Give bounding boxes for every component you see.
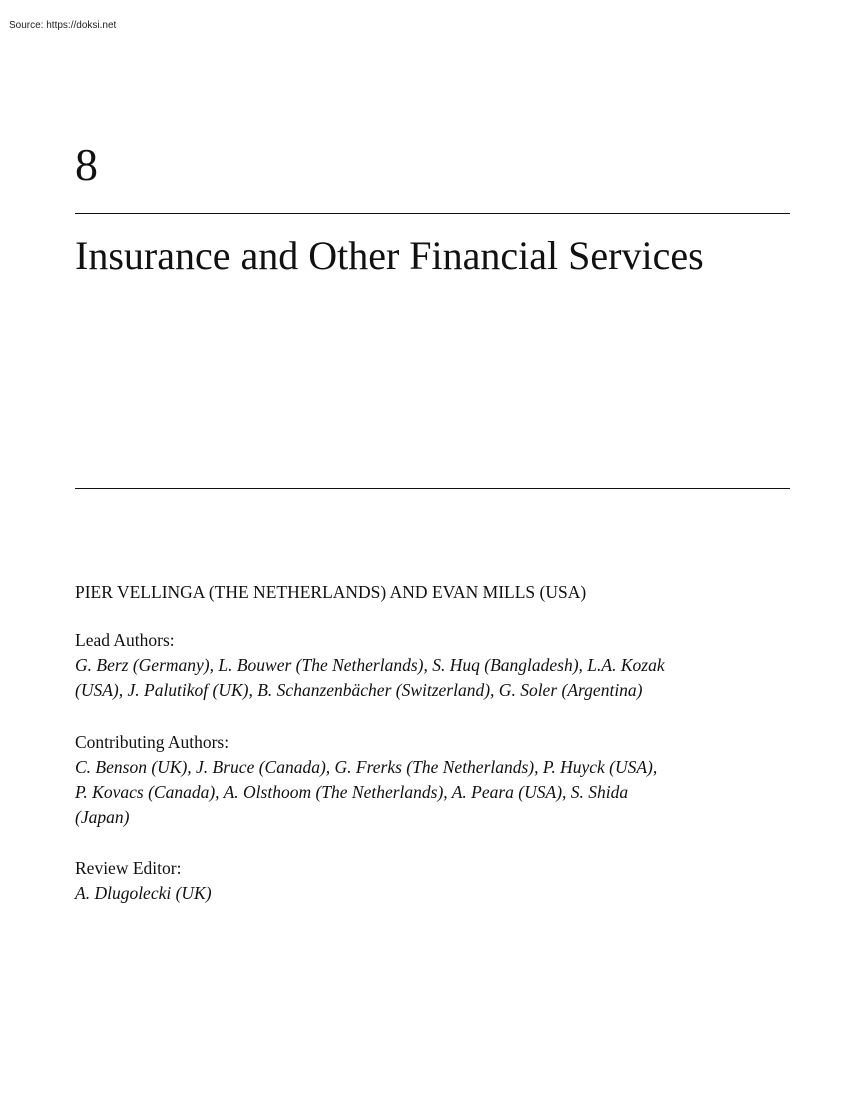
contributing-authors-section [75,730,657,830]
chapter-title: Insurance and Other Financial Services [75,233,704,278]
section-heading: Contributing Authors: [75,732,230,752]
review-editor-section [75,856,212,906]
author-line: A. Dlugolecki (UK) [75,883,212,903]
author-line: P. Kovacs (Canada), A. Olsthoom (The Netherlands), A. Peara (USA), S. Shida [75,782,629,802]
chapter-number: 8 [75,139,98,190]
coordinating-authors: PIER VELLINGA (THE NETHERLANDS) AND EVAN MILLS (USA) [75,582,587,602]
author-line: G. Berz (Germany), L. Bouwer (The Netherlands), S. Huq (Bangladesh), L.A. Kozak [75,655,665,675]
author-line: (Japan) [75,807,130,827]
source-note: Source: https://doksi.net [9,20,117,31]
section-heading: Lead Authors: [75,630,175,650]
author-line: C. Benson (UK), J. Bruce (Canada), G. Frerks (The Netherlands), P. Huyck (USA), [75,757,658,777]
lead-authors-section [75,628,665,703]
bottom-divider [75,488,790,489]
author-line: (USA), J. Palutikof (UK), B. Schanzenbächer (Switzerland), G. Soler (Argentina) [75,680,643,700]
section-heading: Review Editor: [75,858,182,878]
top-divider [75,213,790,214]
